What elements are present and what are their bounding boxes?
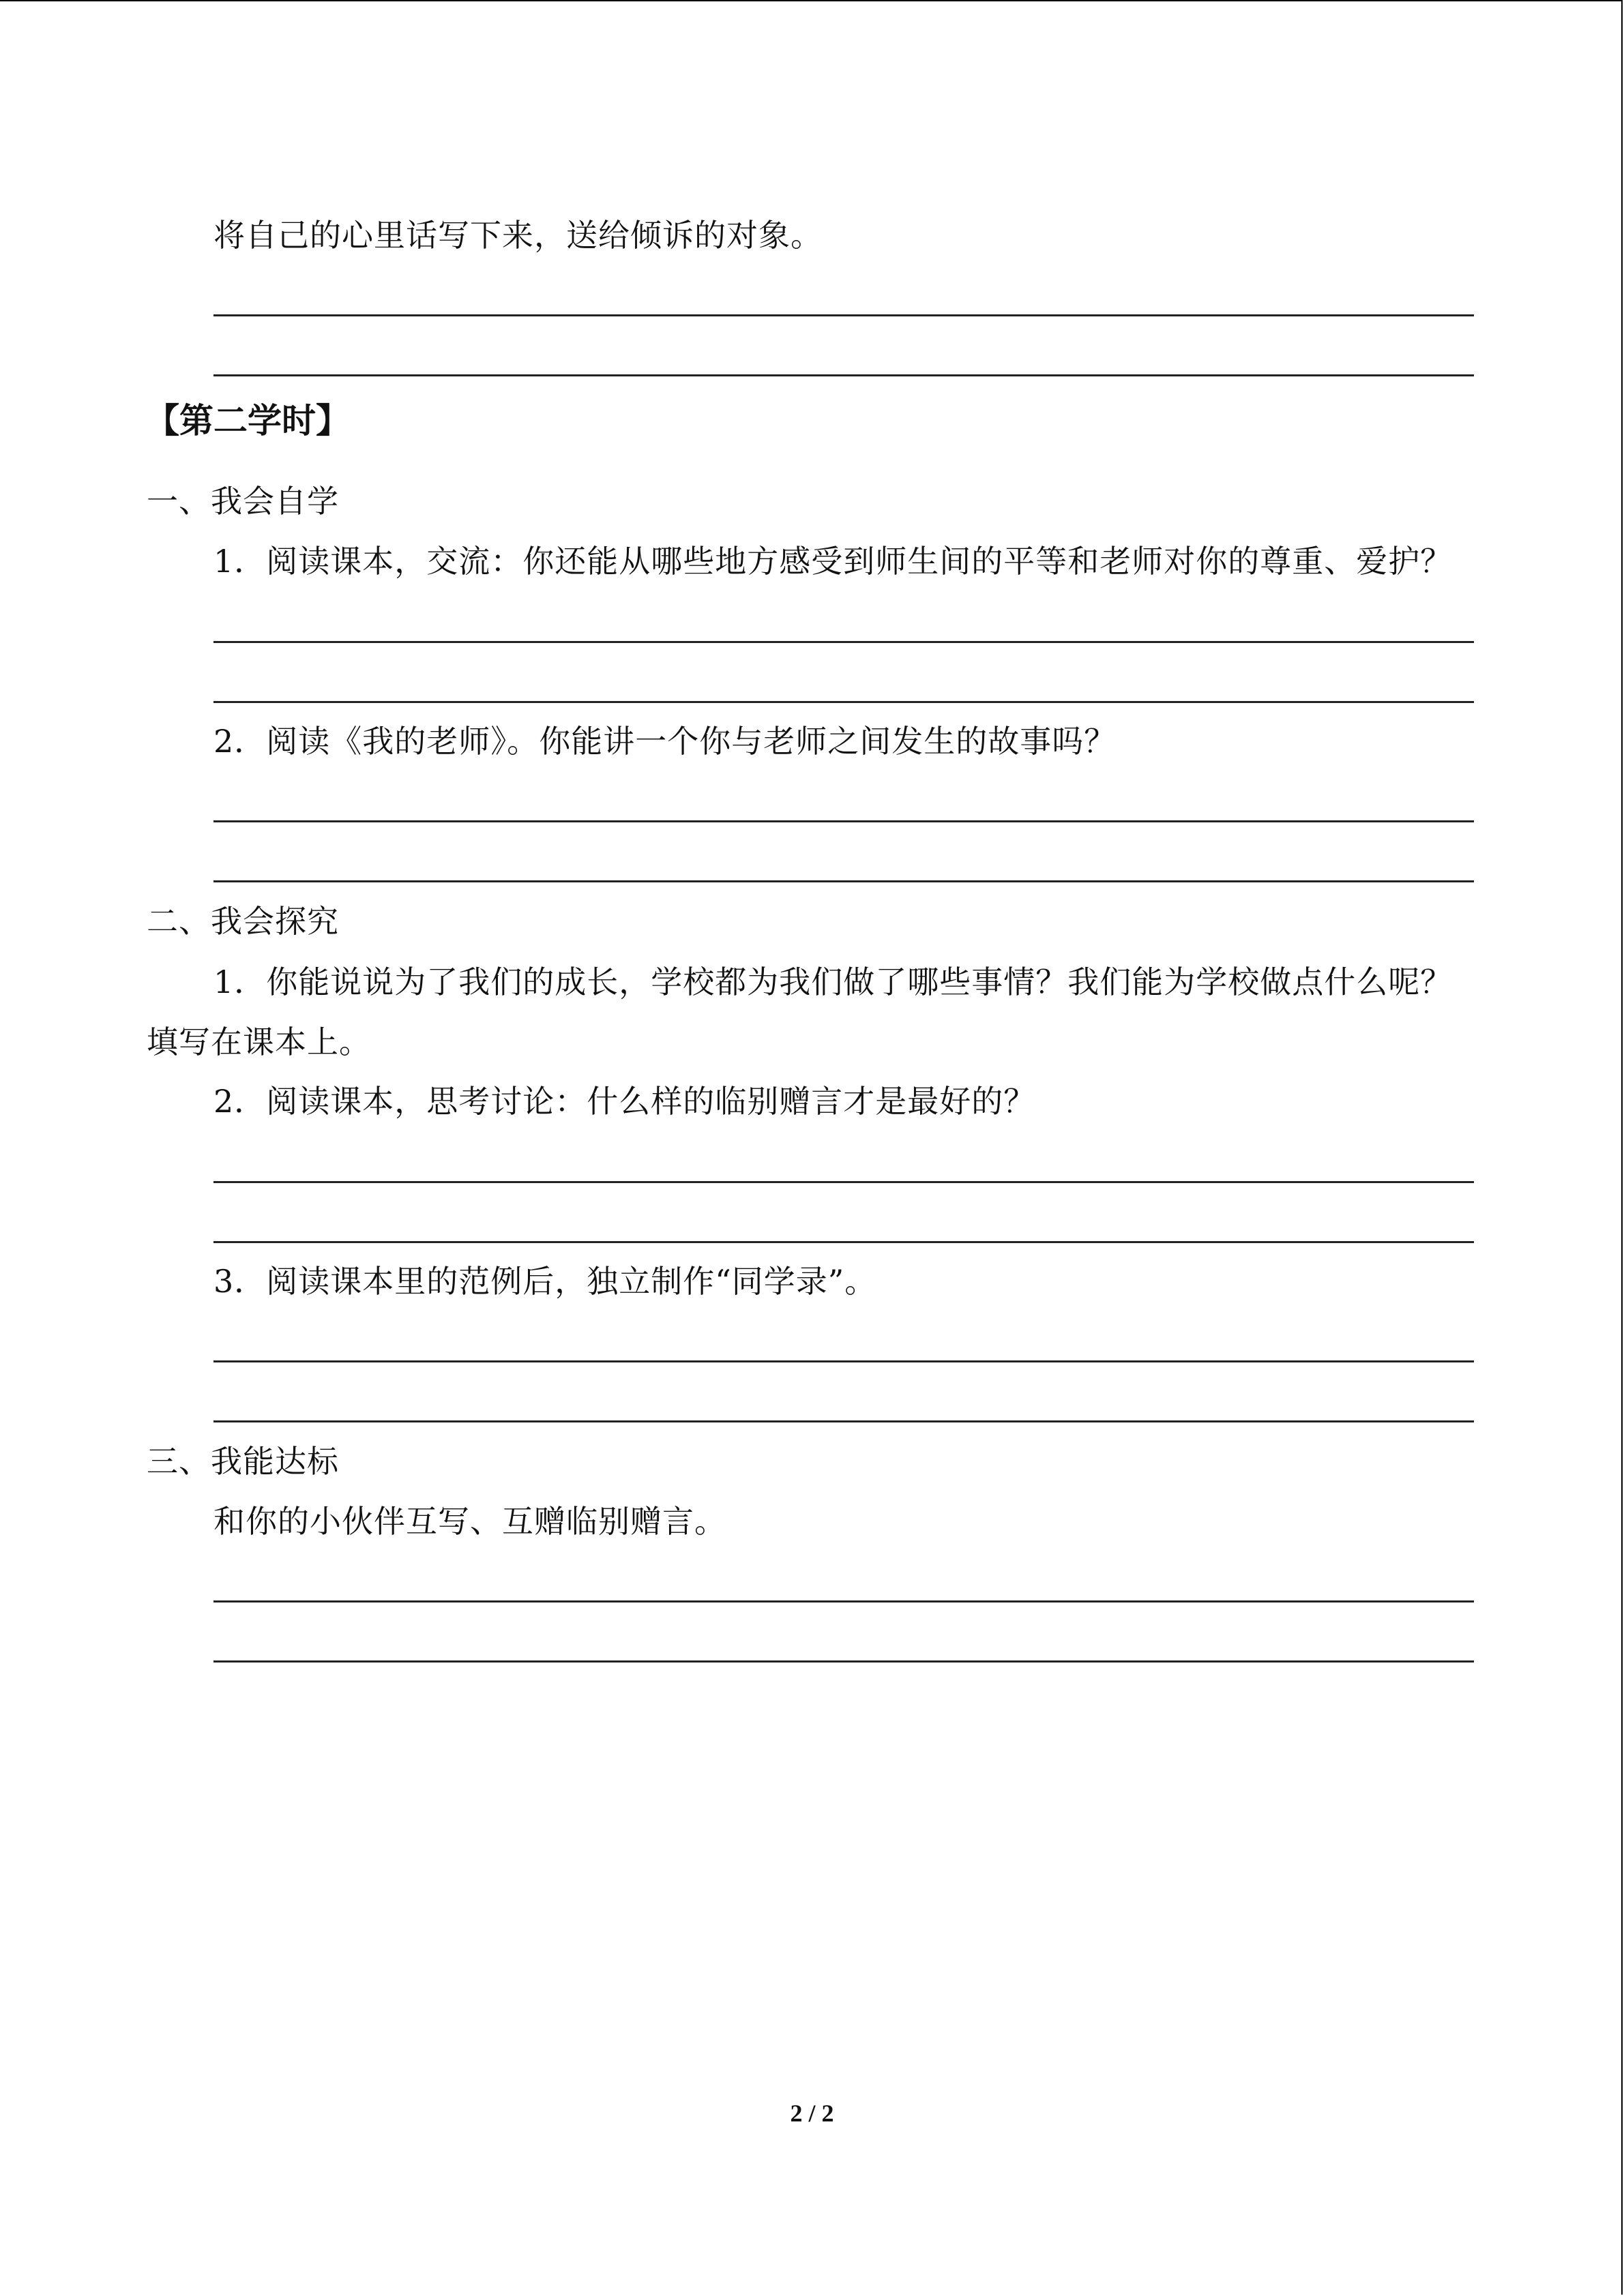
answer-line[interactable] <box>213 641 1474 643</box>
answer-line[interactable] <box>213 1600 1474 1602</box>
question-2-2: 2．阅读课本，思考讨论：什么样的临别赠言才是最好的？ <box>213 1083 1036 1120</box>
part-heading-achieve: 三、我能达标 <box>147 1443 339 1480</box>
answer-line[interactable] <box>213 314 1474 316</box>
part-heading-explore: 二、我会探究 <box>147 903 339 940</box>
answer-line[interactable] <box>213 1181 1474 1183</box>
section-title: 【第二学时】 <box>145 401 350 441</box>
answer-line[interactable] <box>213 1360 1474 1362</box>
answer-line[interactable] <box>213 1420 1474 1422</box>
question-3-1: 和你的小伙伴互写、互赠临别赠言。 <box>213 1503 726 1540</box>
answer-line[interactable] <box>213 1660 1474 1663</box>
intro-instruction: 将自己的心里话写下来，送给倾诉的对象。 <box>213 217 823 254</box>
answer-line[interactable] <box>213 374 1474 376</box>
question-2-3: 3．阅读课本里的范例后，独立制作“同学录”。 <box>213 1263 877 1300</box>
question-1-1: 1．阅读课本，交流：你还能从哪些地方感受到师生间的平等和老师对你的尊重、爱护？ <box>213 543 1453 580</box>
question-2-1-continued: 填写在课本上。 <box>147 1024 371 1060</box>
answer-line[interactable] <box>213 701 1474 703</box>
answer-line[interactable] <box>213 820 1474 822</box>
question-1-2: 2．阅读《我的老师》。你能讲一个你与老师之间发生的故事吗？ <box>213 723 1117 760</box>
answer-line[interactable] <box>213 1241 1474 1243</box>
question-2-1: 1．你能说说为了我们的成长，学校都为我们做了哪些事情？我们能为学校做点什么呢？ <box>213 964 1453 1000</box>
answer-line[interactable] <box>213 880 1474 882</box>
page-number: 2 / 2 <box>790 2100 834 2127</box>
part-heading-self-study: 一、我会自学 <box>147 483 339 520</box>
